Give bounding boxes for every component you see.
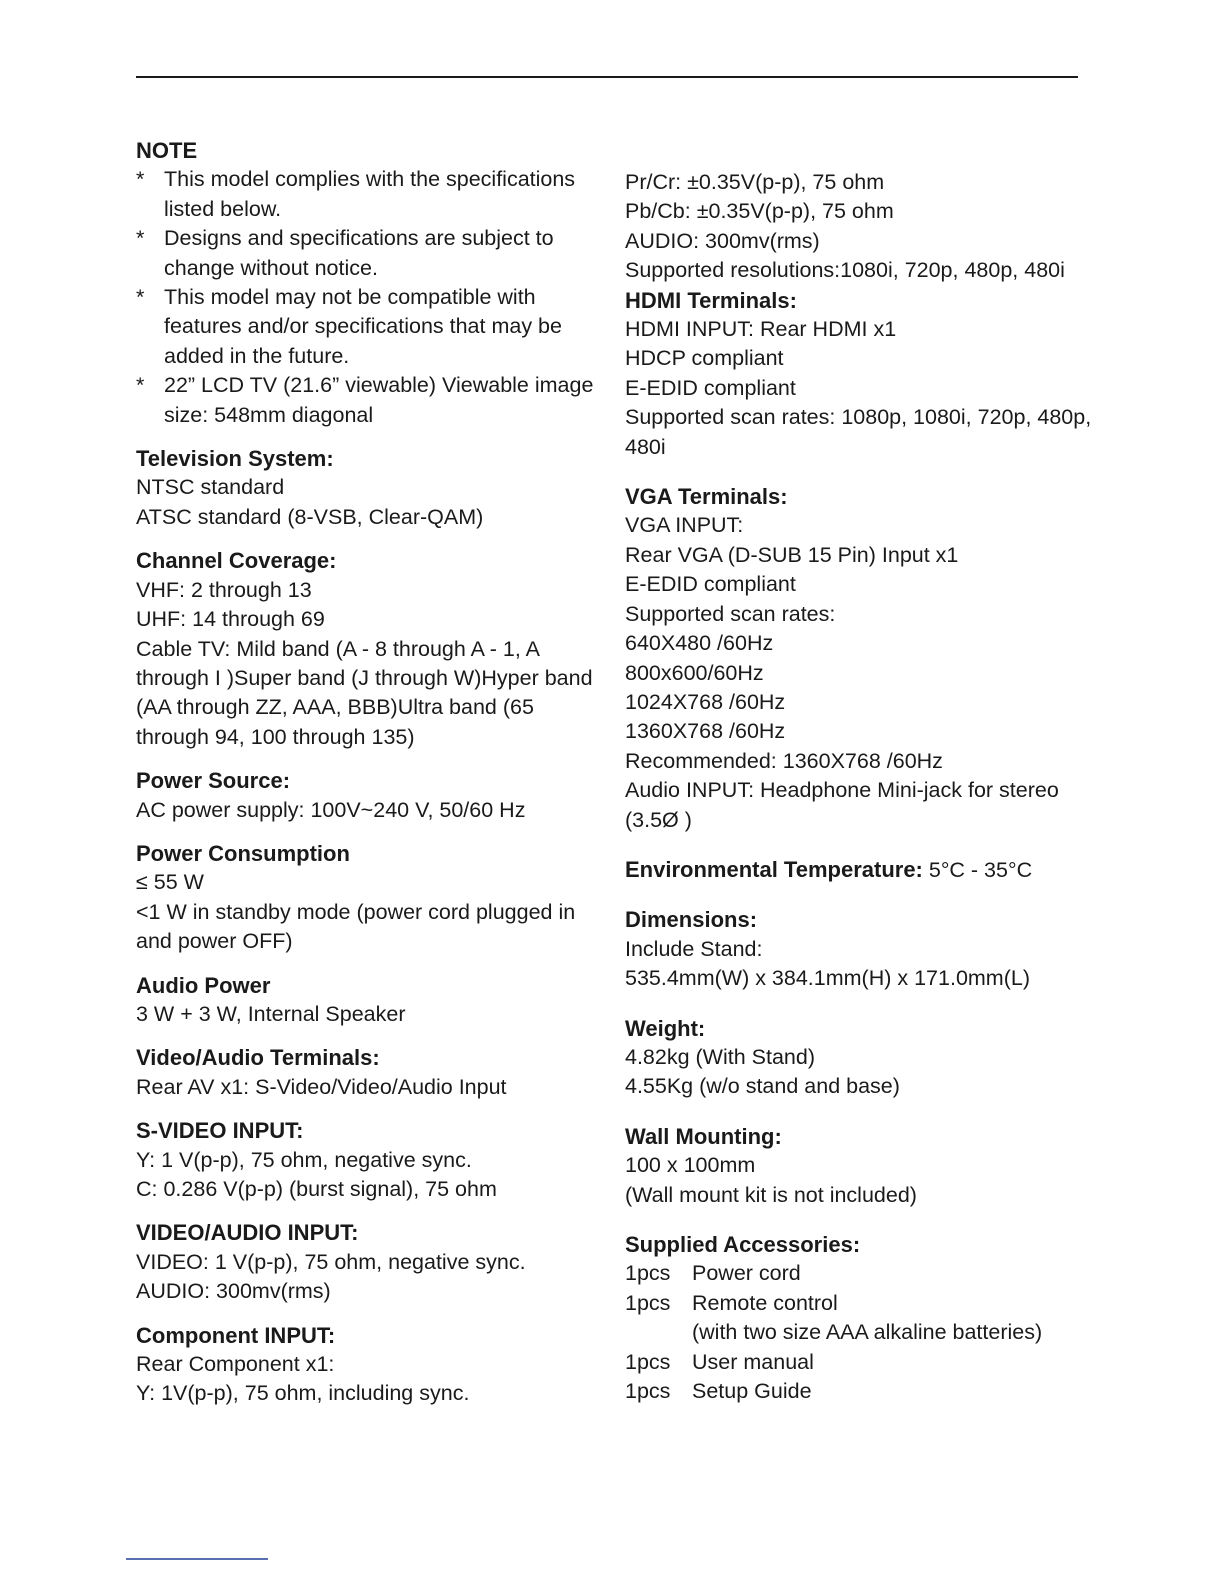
spec-line: E-EDID compliant: [625, 375, 796, 400]
section-heading: Supplied Accessories:: [625, 1232, 861, 1257]
vga-terminals-section: [625, 482, 1095, 835]
spec-line: Recommended: 1360X768 /60Hz: [625, 748, 943, 773]
spec-line: 800x600/60Hz: [625, 660, 764, 685]
section-heading: Environmental Temperature:: [625, 856, 923, 882]
power-source-section: [136, 766, 606, 825]
spec-line: C: 0.286 V(p-p) (burst signal), 75 ohm: [136, 1177, 497, 1201]
note-item: [136, 283, 606, 371]
note-section: [136, 136, 606, 430]
section-heading: Audio Power: [136, 972, 271, 998]
spec-line: 3 W + 3 W, Internal Speaker: [136, 1001, 406, 1026]
dimensions-section: [625, 905, 1095, 993]
section-heading: Video/Audio Terminals:: [136, 1045, 380, 1071]
spec-line: Rear AV x1: S-Video/Video/Audio Input: [136, 1074, 507, 1099]
note-text: This model complies with the specifications listed below.: [164, 167, 576, 221]
asterisk-bullet: *: [136, 373, 145, 398]
section-heading: Television System:: [136, 446, 334, 472]
spec-line: Pr/Cr: ±0.35V(p-p), 75 ohm: [625, 170, 885, 194]
section-heading: HDMI Terminals:: [625, 287, 797, 313]
section-heading: Weight:: [625, 1015, 706, 1041]
note-item: [136, 224, 606, 283]
section-heading: Wall Mounting:: [625, 1123, 782, 1149]
spec-line: ATSC standard (8-VSB, Clear-QAM): [136, 504, 484, 529]
accessory-name: User manual: [692, 1349, 814, 1374]
television-system-section: [136, 444, 606, 532]
spec-line: UHF: 14 through 69: [136, 607, 325, 632]
accessory-name: Setup Guide: [692, 1379, 812, 1404]
video-audio-input-section: [136, 1218, 606, 1306]
accessory-qty: 1pcs: [625, 1379, 671, 1404]
accessory-name: Remote control: [692, 1290, 838, 1315]
spec-line: Rear VGA (D-SUB 15 Pin) Input x1: [625, 542, 959, 567]
accessory-row: [625, 1377, 1095, 1406]
spec-paragraph: Cable TV: Mild band (A - 8 through A - 1, A through I )Super band (J through W)Hyper band (AA through ZZ, AAA, BBB)Ultra band (65 through 94, 100 through 135): [136, 636, 593, 749]
spec-paragraph: <1 W in standby mode (power cord plugged in and power OFF): [136, 899, 576, 954]
asterisk-bullet: *: [136, 167, 145, 192]
accessory-name: Power cord: [692, 1261, 801, 1286]
accessories-section: [625, 1230, 1095, 1406]
spec-line: Rear Component x1:: [136, 1352, 335, 1377]
spec-line: 100 x 100mm: [625, 1153, 756, 1178]
spec-line: 535.4mm(W) x 384.1mm(H) x 171.0mm(L): [625, 966, 1030, 991]
note-item: [136, 371, 606, 430]
video-audio-terminals-section: [136, 1043, 606, 1102]
spec-line: 1360X768 /60Hz: [625, 719, 786, 744]
spec-line: AC power supply: 100V~240 V, 50/60 Hz: [136, 797, 526, 822]
note-text: This model may not be compatible with features and/or specifications that may be added in the future.: [164, 285, 562, 368]
section-heading: VIDEO/AUDIO INPUT:: [136, 1220, 359, 1246]
spec-line: E-EDID compliant: [625, 572, 796, 597]
section-heading: Power Consumption: [136, 840, 350, 866]
note-text: Designs and specifications are subject to change without notice.: [164, 226, 554, 280]
accessory-note: (with two size AAA alkaline batteries): [692, 1320, 1043, 1345]
accessory-qty: 1pcs: [625, 1290, 671, 1315]
spec-line: NTSC standard: [136, 475, 285, 500]
audio-power-section: [136, 971, 606, 1030]
channel-coverage-section: [136, 546, 606, 752]
section-heading: VGA Terminals:: [625, 484, 788, 510]
component-input-section: [136, 1321, 606, 1409]
spec-line: AUDIO: 300mv(rms): [625, 228, 820, 253]
accessory-row: [625, 1259, 1095, 1288]
spec-line: 4.55Kg (w/o stand and base): [625, 1074, 900, 1099]
spec-paragraph: Supported scan rates: 1080p, 1080i, 720p, 480p, 480i: [625, 405, 1092, 459]
header-rule: [136, 76, 1078, 78]
section-heading: S-VIDEO INPUT:: [136, 1118, 304, 1144]
weight-section: [625, 1014, 1095, 1102]
note-item: [136, 165, 606, 224]
footer-link-rule: [126, 1558, 268, 1560]
spec-line: Y: 1 V(p-p), 75 ohm, negative sync.: [136, 1147, 472, 1172]
spec-line: VIDEO: 1 V(p-p), 75 ohm, negative sync.: [136, 1249, 526, 1274]
spec-line: Pb/Cb: ±0.35V(p-p), 75 ohm: [625, 199, 894, 224]
spec-line: AUDIO: 300mv(rms): [136, 1279, 331, 1304]
section-heading: Power Source:: [136, 768, 291, 794]
section-heading: NOTE: [136, 138, 198, 163]
spec-line: 1024X768 /60Hz: [625, 689, 786, 714]
spec-line: 640X480 /60Hz: [625, 631, 774, 656]
temperature-value: 5°C - 35°C: [922, 857, 1033, 882]
asterisk-bullet: *: [136, 285, 145, 310]
environmental-section: [625, 855, 1095, 885]
spec-line: Supported resolutions:1080i, 720p, 480p, 480i: [625, 258, 1065, 283]
spec-line: 4.82kg (With Stand): [625, 1044, 816, 1069]
spec-line: Y: 1V(p-p), 75 ohm, including sync.: [136, 1381, 470, 1406]
asterisk-bullet: *: [136, 226, 145, 251]
note-text: 22” LCD TV (21.6” viewable) Viewable image size: 548mm diagonal: [164, 373, 594, 427]
spec-line: VGA INPUT:: [625, 513, 744, 538]
accessory-row: [625, 1289, 1095, 1318]
spec-line: VHF: 2 through 13: [136, 577, 312, 602]
accessory-qty: 1pcs: [625, 1261, 671, 1286]
accessory-row: [625, 1348, 1095, 1377]
component-input-continued: [625, 168, 1095, 462]
power-consumption-section: [136, 839, 606, 957]
spec-line: HDCP compliant: [625, 346, 784, 371]
accessory-row: [625, 1318, 1095, 1347]
spec-line: HDMI INPUT: Rear HDMI x1: [625, 317, 897, 342]
section-heading: Component INPUT:: [136, 1322, 336, 1348]
svideo-input-section: [136, 1116, 606, 1204]
section-heading: Channel Coverage:: [136, 548, 337, 574]
spec-paragraph: Audio INPUT: Headphone Mini-jack for stereo (3.5Ø ): [625, 778, 1059, 832]
spec-line: (Wall mount kit is not included): [625, 1182, 917, 1207]
section-heading: Dimensions:: [625, 907, 758, 933]
wall-mounting-section: [625, 1122, 1095, 1210]
accessory-qty: 1pcs: [625, 1349, 671, 1374]
spec-line: ≤ 55 W: [136, 870, 204, 895]
right-column: [625, 168, 1095, 1420]
spec-line: Include Stand:: [625, 936, 763, 961]
spec-line: Supported scan rates:: [625, 601, 836, 626]
left-column: [136, 136, 606, 1423]
